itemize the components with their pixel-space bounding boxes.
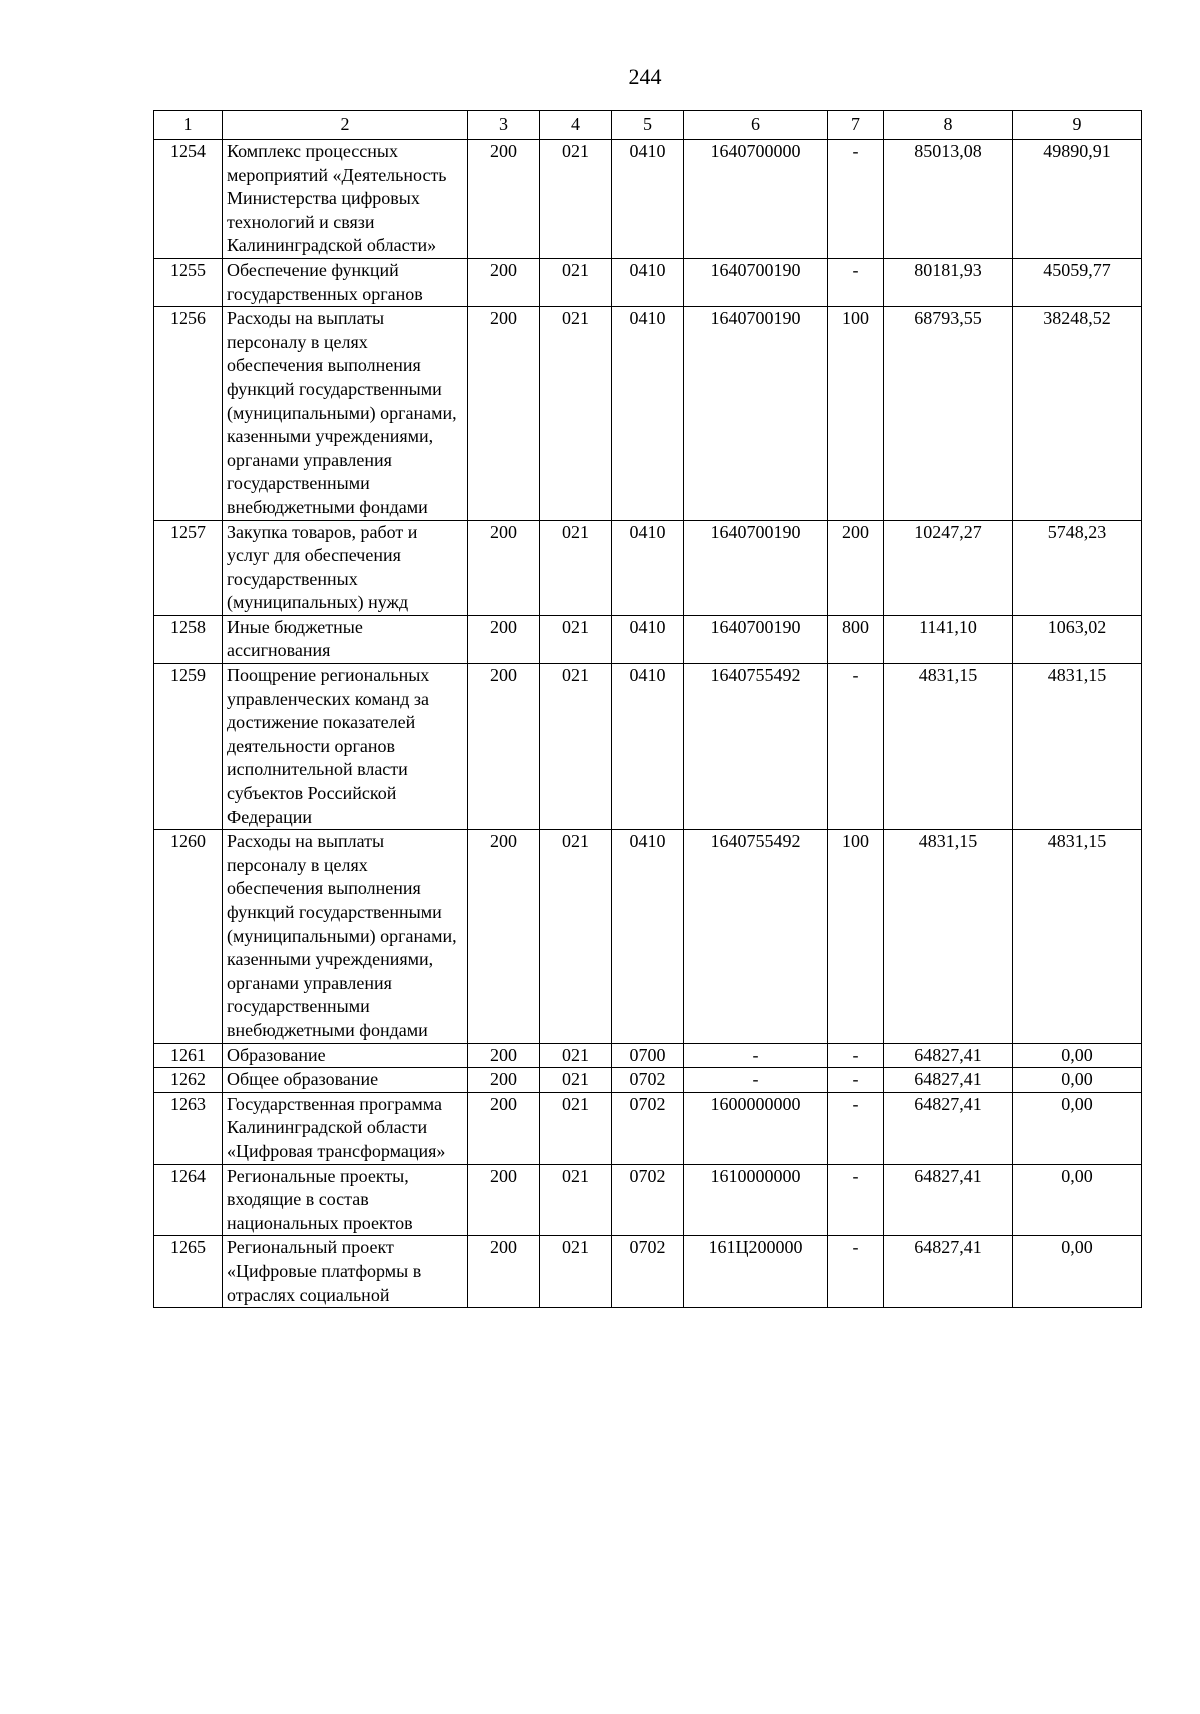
cell-col-9: 5748,23 <box>1013 520 1142 615</box>
cell-col-5: 0410 <box>612 830 684 1043</box>
table-row <box>154 1043 1142 1068</box>
cell-col-4: 021 <box>540 307 612 520</box>
cell-col-6: 161Ц200000 <box>684 1236 828 1308</box>
cell-col-6: - <box>684 1068 828 1093</box>
cell-col-7: - <box>828 664 884 830</box>
table-row <box>154 1092 1142 1164</box>
cell-col-9: 45059,77 <box>1013 258 1142 306</box>
cell-col-9: 1063,02 <box>1013 615 1142 663</box>
cell-col-3: 200 <box>468 520 540 615</box>
table-row <box>154 140 1142 259</box>
table-body <box>154 140 1142 1308</box>
column-header: 7 <box>828 111 884 140</box>
row-name: Иные бюджетные ассигнования <box>223 615 468 663</box>
cell-col-8: 64827,41 <box>884 1092 1013 1164</box>
cell-col-4: 021 <box>540 1164 612 1236</box>
table-row <box>154 1236 1142 1308</box>
column-header: 5 <box>612 111 684 140</box>
table-row <box>154 1068 1142 1093</box>
cell-col-7: 800 <box>828 615 884 663</box>
row-name: Расходы на выплаты персоналу в целях обеспечения выполнения функций государственными (муниципальными) органами, казенными учреждениями, органами управления государственными внебюджетными фондами <box>223 830 468 1043</box>
cell-col-8: 1141,10 <box>884 615 1013 663</box>
column-header: 4 <box>540 111 612 140</box>
row-number: 1255 <box>154 258 223 306</box>
cell-col-3: 200 <box>468 307 540 520</box>
cell-col-3: 200 <box>468 1164 540 1236</box>
cell-col-7: - <box>828 258 884 306</box>
cell-col-8: 68793,55 <box>884 307 1013 520</box>
cell-col-3: 200 <box>468 664 540 830</box>
cell-col-4: 021 <box>540 1068 612 1093</box>
row-number: 1261 <box>154 1043 223 1068</box>
cell-col-3: 200 <box>468 615 540 663</box>
cell-col-9: 4831,15 <box>1013 830 1142 1043</box>
cell-col-3: 200 <box>468 830 540 1043</box>
row-number: 1257 <box>154 520 223 615</box>
page-number: 244 <box>628 64 662 89</box>
cell-col-8: 64827,41 <box>884 1043 1013 1068</box>
cell-col-5: 0410 <box>612 615 684 663</box>
cell-col-4: 021 <box>540 1043 612 1068</box>
cell-col-7: - <box>828 1092 884 1164</box>
cell-col-7: 200 <box>828 520 884 615</box>
cell-col-5: 0700 <box>612 1043 684 1068</box>
table-row <box>154 615 1142 663</box>
row-name: Государственная программа Калининградской области «Цифровая трансформация» <box>223 1092 468 1164</box>
cell-col-5: 0410 <box>612 307 684 520</box>
cell-col-3: 200 <box>468 140 540 259</box>
row-number: 1258 <box>154 615 223 663</box>
table-row <box>154 664 1142 830</box>
cell-col-4: 021 <box>540 140 612 259</box>
budget-table <box>153 110 1142 1308</box>
cell-col-4: 021 <box>540 664 612 830</box>
cell-col-9: 4831,15 <box>1013 664 1142 830</box>
cell-col-8: 4831,15 <box>884 664 1013 830</box>
cell-col-7: 100 <box>828 830 884 1043</box>
row-name: Закупка товаров, работ и услуг для обеспечения государственных (муниципальных) нужд <box>223 520 468 615</box>
cell-col-5: 0410 <box>612 140 684 259</box>
cell-col-7: - <box>828 140 884 259</box>
row-name: Расходы на выплаты персоналу в целях обеспечения выполнения функций государственными (муниципальными) органами, казенными учреждениями, органами управления государственными внебюджетными фондами <box>223 307 468 520</box>
cell-col-4: 021 <box>540 1236 612 1308</box>
cell-col-5: 0410 <box>612 258 684 306</box>
cell-col-9: 0,00 <box>1013 1092 1142 1164</box>
table-row <box>154 307 1142 520</box>
cell-col-7: - <box>828 1043 884 1068</box>
cell-col-7: 100 <box>828 307 884 520</box>
cell-col-3: 200 <box>468 1068 540 1093</box>
cell-col-8: 80181,93 <box>884 258 1013 306</box>
column-header: 8 <box>884 111 1013 140</box>
cell-col-5: 0702 <box>612 1092 684 1164</box>
cell-col-4: 021 <box>540 830 612 1043</box>
row-number: 1254 <box>154 140 223 259</box>
cell-col-9: 0,00 <box>1013 1236 1142 1308</box>
table-row <box>154 830 1142 1043</box>
cell-col-5: 0702 <box>612 1164 684 1236</box>
row-name: Региональные проекты, входящие в состав национальных проектов <box>223 1164 468 1236</box>
row-number: 1263 <box>154 1092 223 1164</box>
cell-col-6: 1610000000 <box>684 1164 828 1236</box>
cell-col-9: 49890,91 <box>1013 140 1142 259</box>
cell-col-8: 85013,08 <box>884 140 1013 259</box>
cell-col-9: 38248,52 <box>1013 307 1142 520</box>
row-name: Обеспечение функций государственных органов <box>223 258 468 306</box>
cell-col-8: 64827,41 <box>884 1068 1013 1093</box>
column-header: 2 <box>223 111 468 140</box>
header-row <box>154 111 1142 140</box>
cell-col-7: - <box>828 1164 884 1236</box>
cell-col-8: 64827,41 <box>884 1164 1013 1236</box>
row-name: Общее образование <box>223 1068 468 1093</box>
cell-col-4: 021 <box>540 1092 612 1164</box>
cell-col-7: - <box>828 1068 884 1093</box>
cell-col-8: 4831,15 <box>884 830 1013 1043</box>
cell-col-6: - <box>684 1043 828 1068</box>
cell-col-6: 1640700190 <box>684 615 828 663</box>
column-header: 1 <box>154 111 223 140</box>
cell-col-8: 64827,41 <box>884 1236 1013 1308</box>
cell-col-6: 1640700190 <box>684 307 828 520</box>
cell-col-6: 1640755492 <box>684 830 828 1043</box>
row-number: 1256 <box>154 307 223 520</box>
cell-col-7: - <box>828 1236 884 1308</box>
column-header: 9 <box>1013 111 1142 140</box>
cell-col-5: 0410 <box>612 664 684 830</box>
cell-col-5: 0410 <box>612 520 684 615</box>
cell-col-8: 10247,27 <box>884 520 1013 615</box>
row-name: Комплекс процессных мероприятий «Деятельность Министерства цифровых технологий и связи Калининградской области» <box>223 140 468 259</box>
row-number: 1259 <box>154 664 223 830</box>
row-name: Региональный проект «Цифровые платформы в отраслях социальной <box>223 1236 468 1308</box>
cell-col-9: 0,00 <box>1013 1068 1142 1093</box>
column-header: 6 <box>684 111 828 140</box>
column-header: 3 <box>468 111 540 140</box>
cell-col-6: 1600000000 <box>684 1092 828 1164</box>
cell-col-6: 1640700190 <box>684 258 828 306</box>
row-number: 1262 <box>154 1068 223 1093</box>
row-name: Образование <box>223 1043 468 1068</box>
cell-col-4: 021 <box>540 615 612 663</box>
cell-col-6: 1640700000 <box>684 140 828 259</box>
row-name: Поощрение региональных управленческих команд за достижение показателей деятельности органов исполнительной власти субъектов Российской Федерации <box>223 664 468 830</box>
row-number: 1264 <box>154 1164 223 1236</box>
cell-col-3: 200 <box>468 1092 540 1164</box>
cell-col-9: 0,00 <box>1013 1043 1142 1068</box>
table-row <box>154 258 1142 306</box>
cell-col-6: 1640700190 <box>684 520 828 615</box>
cell-col-3: 200 <box>468 1236 540 1308</box>
table-row <box>154 1164 1142 1236</box>
table-row <box>154 520 1142 615</box>
cell-col-9: 0,00 <box>1013 1164 1142 1236</box>
cell-col-6: 1640755492 <box>684 664 828 830</box>
cell-col-5: 0702 <box>612 1236 684 1308</box>
row-number: 1265 <box>154 1236 223 1308</box>
cell-col-3: 200 <box>468 258 540 306</box>
cell-col-4: 021 <box>540 520 612 615</box>
cell-col-5: 0702 <box>612 1068 684 1093</box>
cell-col-4: 021 <box>540 258 612 306</box>
cell-col-3: 200 <box>468 1043 540 1068</box>
row-number: 1260 <box>154 830 223 1043</box>
